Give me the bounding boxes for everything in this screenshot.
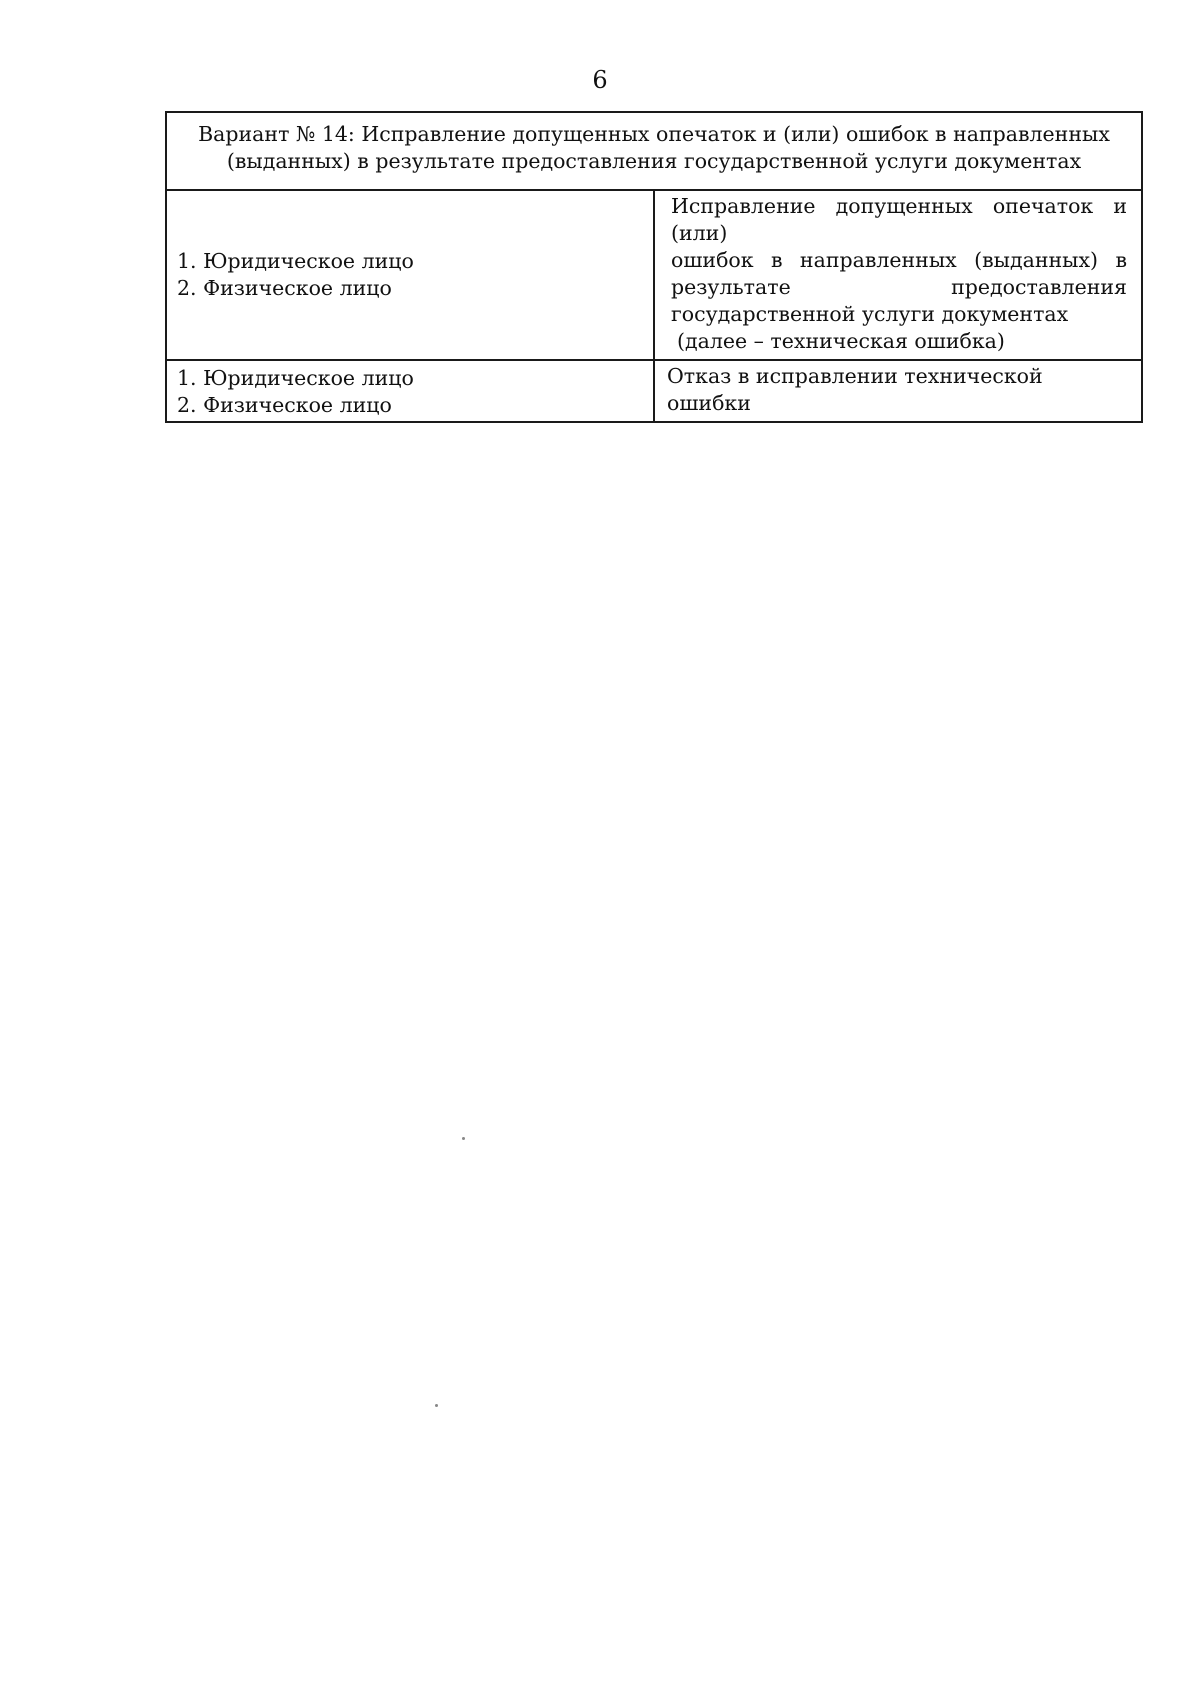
result-line: Отказ в исправлении технической ошибки <box>667 364 1043 415</box>
scan-speck <box>435 1404 438 1407</box>
result-line: (далее – техническая ошибка) <box>677 329 1005 353</box>
applicant-cell <box>166 360 654 422</box>
applicant-legal-entity: 1. Юридическое лицо <box>177 249 414 273</box>
result-cell <box>654 360 1142 422</box>
table-row <box>166 190 1142 360</box>
applicant-individual: 2. Физическое лицо <box>177 393 392 417</box>
table-header-row <box>166 112 1142 190</box>
result-cell <box>654 190 1142 360</box>
scan-speck <box>462 1137 465 1140</box>
applicant-individual: 2. Физическое лицо <box>177 276 392 300</box>
variant-header-cell <box>166 112 1142 190</box>
applicant-cell <box>166 190 654 360</box>
applicant-legal-entity: 1. Юридическое лицо <box>177 366 414 390</box>
result-line: результате предоставления <box>671 275 1127 299</box>
variant-title-line-1: Вариант № 14: Исправление допущенных опечаток и (или) ошибок в направленных <box>198 122 1110 146</box>
result-line: Исправление допущенных опечаток и (или) <box>671 194 1127 245</box>
table-row <box>166 360 1142 422</box>
result-line: государственной услуги документах <box>671 302 1069 326</box>
page-number: 6 <box>592 66 608 94</box>
variant-table <box>165 111 1143 423</box>
result-line: ошибок в направленных (выданных) в <box>671 248 1127 272</box>
variant-title-line-2: (выданных) в результате предоставления государственной услуги документах <box>226 149 1082 173</box>
